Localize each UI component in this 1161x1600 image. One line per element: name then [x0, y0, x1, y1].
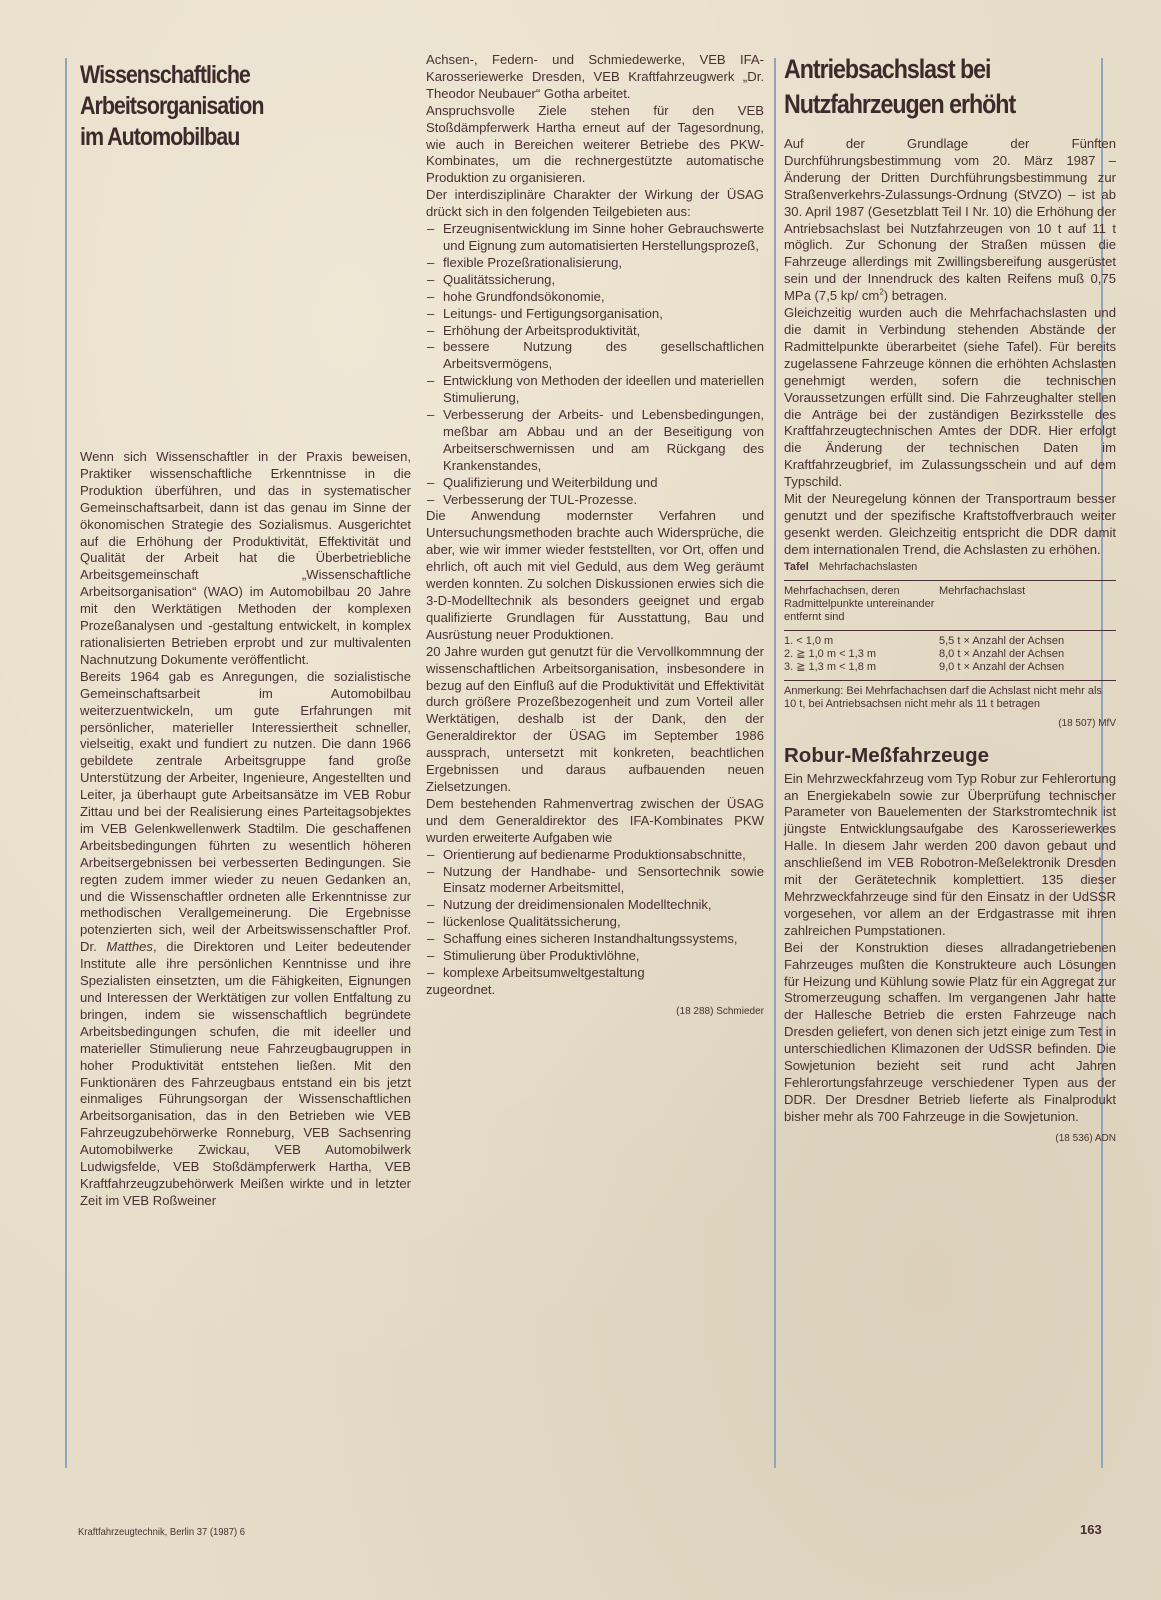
table-row: [784, 635, 1116, 648]
list-item: – komplexe Arbeitsumweltgestaltung: [426, 965, 764, 982]
list-item: – Erzeugnisentwicklung im Sinne hoher Gebrauchswerte und Eignung zum automatisierten Herstellungsprozeß,: [426, 221, 764, 255]
list-item: – Verbesserung der TUL-Prozesse.: [426, 492, 764, 509]
list-item: – Leitungs- und Fertigungsorganisation,: [426, 306, 764, 323]
text: Bereits 1964 gab es Anregungen, die sozialistische Gemeinschaftsarbeit im Automobilbau weiterzuentwickeln, um gute Erfahrungen mit persönlicher, materieller Interessiertheit schneller, vielseitig, exakt und fundiert zu nutzen. Die dann 1966 gebildete zentrale Arbeitsgruppe fand große Unterstützung der Arbeiter, Ingenieure, Angestellten und Leiter, ja überhaupt gute Arbeitsansätze im VEB Robur Zittau und bei der Realisierung eines Parteitagsobjektes im VEB Gelenkwellenwerk Stadtilm. Die geschaffenen Arbeitsbedingungen führten zu wesentlich höheren Arbeitsergebnissen bei verbesserten Bedingungen. Sie regten zudem immer wieder zu neuen Gedanken an, und die Wissenschaftler ordneten alle Erkenntnisse zur methodischen Verallgemeinerung. Die Ergebnisse potenzierten sich, weil der Arbeitswissenschaftler Prof. Dr.: [80, 668, 411, 955]
paragraph: Wenn sich Wissenschaftler in der Praxis beweisen, Praktiker wissenschaftliche Erkenntnisse in die Produktion überführen, und das in systematischer Gemeinschaftsarbeit, dann ist das genau im Sinne der ökonomischen Strategie des Sozialismus. Ausgerichtet auf die Erhöhung der Produktivität, Effektivität und Qualität der Arbeit hat die Überbetriebliche Arbeitsgemeinschaft „Wissenschaftliche Arbeitsorganisation“ (WAO) im Automobilbau 20 Jahre mit den Werktätigen Methoden der komplexen Prozeßanalysen und -gestaltung entwickelt, in komplex rationalisierten Betrieben erprobt und zur multivalenten Nachnutzung Dokumente veröffentlicht.: [80, 449, 411, 667]
paragraph: 20 Jahre wurden gut genutzt für die Vervollkommnung der wissenschaftlichen Arbeitsorganisation, insbesondere in bezug auf den Einfluß auf die Produktivität und Effektivität durch größere Prozeßbezogenheit und zum Vorteil aller Werktätigen, deshalb ist der Dank, den der Generaldirektor der ÜSAG im September 1986 aussprach, untersetzt mit konkreten, beachtlichen Ergebnissen und daraus aufbauenden neuen Zielsetzungen.: [426, 643, 764, 794]
list-item: – Nutzung der Handhabe- und Sensortechnik sowie Einsatz moderner Arbeitsmittel,: [426, 864, 764, 898]
table-header-cell: Mehrfachachslast: [939, 584, 1026, 597]
list-item: – hohe Grundfondsökonomie,: [426, 289, 764, 306]
list-item: – bessere Nutzung des gesellschaftlichen Arbeitsvermögens,: [426, 339, 764, 373]
column-rule-left: [65, 58, 67, 1468]
title-line: Arbeitsorganisation: [80, 92, 264, 120]
table-rule: [784, 630, 1116, 631]
paragraph: Achsen-, Federn- und Schmiedewerke, VEB IFA-Karosseriewerke Dresden, VEB Kraftfahrzeugwerk „Dr. Theodor Neubauer“ Gotha arbeitet.: [426, 52, 764, 101]
column-rule-middle: [774, 58, 776, 1468]
article-wao-column-1: [80, 60, 411, 1210]
table-row: [784, 648, 1116, 661]
dash-list-tasks: [426, 847, 764, 982]
list-item: – Qualifizierung und Weiterbildung und: [426, 475, 764, 492]
article-robur-title: Robur-Meßfahrzeuge: [784, 743, 989, 767]
paragraph: Anspruchsvolle Ziele stehen für den VEB Stoßdämpferwerk Hartha erneut auf der Tagesordnung, wie auch in Bereichen weiterer Betriebe des PKW-Kombinates, um die rechnergestützte automatische Produktion zu organisieren.: [426, 102, 764, 186]
table-cell: 2. ≧ 1,0 m < 1,3 m: [784, 647, 877, 660]
list-item: – Qualitätssicherung,: [426, 272, 764, 289]
article-robur-signature: (18 536) ADN: [1055, 1132, 1116, 1144]
paragraph: Ein Mehrzweckfahrzeug vom Typ Robur zur Fehlerortung an Energiekabeln sowie zur Überprüfung technischer Parameter von Bauelementen der Starkstromtechnik ist jüngste Entwicklungsaufgabe des Karosseriewerkes Halle. In diesem Jahr werden 200 davon gebaut und anschließend im VEB Robotron-Meßelektronik Dresden mit der Gerätetechnik komplettiert. 135 dieser Mehrzweckfahrzeuge sind für den Einsatz in der UdSSR vorgesehen, vor allem an der Erdgastrasse mit ihren zahlreichen Pumpstationen.: [784, 770, 1116, 938]
article-wao-signature: (18 288) Schmieder: [676, 1005, 764, 1017]
list-item: – Verbesserung der Arbeits- und Lebensbedingungen, meßbar am Abbau und an der Beseitigung von Arbeitserschwernissen und am Rückgang des Krankenstandes,: [426, 407, 764, 475]
table-caption: [784, 561, 1116, 574]
table-cell: 9,0 t × Anzahl der Achsen: [939, 660, 1065, 673]
paragraph: [80, 669, 411, 1210]
table-header-cell: Mehrfachachsen, deren Radmittelpunkte untereinander entfernt sind: [784, 584, 935, 623]
list-item: – Orientierung auf bedienarme Produktionsabschnitte,: [426, 847, 764, 864]
title-line: im Automobilbau: [80, 123, 240, 151]
text: Auf der Grundlage der Fünften Durchführungsbestimmung vom 20. März 1987 – Änderung der Dritten Durchführungsbestimmung zur Straßenverkehrs-Zulassungs-Ordnung (StVZO) – ist ab 30. April 1987 (Gesetzblatt Teil I Nr. 10) die Erhöhung der Antriebsachslast bei Nutzfahrzeugen von 10 t auf 11 t möglich. Zur Schonung der Straßen müssen die Fahrzeuge allerdings mit Zwillingsbereifung ausgerüstet sein und der Innendruck des kalten Reifens muß 0,75 MPa (7,5 kp/: [784, 136, 1116, 304]
journal-citation: Kraftfahrzeugtechnik, Berlin 37 (1987) 6: [78, 1526, 246, 1538]
paragraph: Gleichzeitig wurden auch die Mehrfachachslasten und die damit in Verbindung stehenden Abstände der Radmittelpunkte überarbeitet (siehe Tafel). Für bereits zugelassene Fahrzeuge können die erhöhten Achslasten genehmigt werden, sofern die technischen Voraussetzungen erfüllt sind. Die Fahrzeughalter stellen die Anträge bei der zuständigen Bezirksstelle des Kraftfahrzeugtechnischen Amtes der DDR. Hier erfolgt die Änderung der technischen Daten im Kraftfahrzeugbrief, im Zulassungsschein und auf dem Typschild.: [784, 305, 1116, 490]
paragraph: Mit der Neuregelung können der Transportraum besser genutzt und der spezifische Kraftstoffverbrauch weiter gesenkt werden. Gleichzeitig entspricht die DDR damit dem internationalen Trend, die Achslasten zu erhöhen.: [784, 491, 1116, 557]
list-item: – Erhöhung der Arbeitsproduktivität,: [426, 323, 764, 340]
list-item: – flexible Prozeßrationalisierung,: [426, 255, 764, 272]
list-item: – Entwicklung von Methoden der ideellen und materiellen Stimulierung,: [426, 373, 764, 407]
paragraph: Dem bestehenden Rahmenvertrag zwischen der ÜSAG und dem Generaldirektor des IFA-Kombinates PKW wurden erweiterte Aufgaben wie: [426, 795, 764, 845]
table-cell: 5,5 t × Anzahl der Achsen: [939, 634, 1065, 647]
table-title: Mehrfachachslasten: [818, 560, 918, 573]
article-axle-load-column: [784, 52, 1116, 1146]
list-item: – lückenlose Qualitätssicherung,: [426, 914, 764, 931]
table-rule: [784, 580, 1116, 581]
table-row: [784, 661, 1116, 674]
axle-load-table: [784, 561, 1116, 711]
paragraph: Bei der Konstruktion dieses allradangetriebenen Fahrzeuges mußten die Konstrukteure auch Lösungen für Heizung und Kühlung sowie Platz für ein Aggregat zur Stromerzeugung schaffen. Im vergangenen Jahr hatte der Hallesche Betrieb die ersten Fahrzeuge nach Dresden geliefert, von denen sich jetzt einige zum Test in unterschiedlichen Klimazonen der UdSSR befinden. Die Sowjetunion bezieht seit rund acht Jahren Fehlerortungsfahrzeuge verschiedener Typen aus der DDR. Der Dresdner Betrieb lieferte als Finalprodukt bisher mehr als 700 Fahrzeuge in die Sowjetunion.: [784, 939, 1116, 1124]
table-note: Anmerkung: Bei Mehrfachachsen darf die Achslast nicht mehr als 10 t, bei Antriebsachsen nicht mehr als 11 t betragen: [784, 684, 1102, 710]
title-line: Wissenschaftliche: [80, 61, 250, 89]
list-item: – Stimulierung über Produktivlöhne,: [426, 948, 764, 965]
title-line: Antriebsachslast bei: [784, 54, 991, 84]
table-cell: 3. ≧ 1,3 m < 1,8 m: [784, 660, 877, 673]
article-wao-column-2: [426, 52, 764, 1019]
text: , die Direktoren und Leiter bedeutender Institute alle ihre persönlichen Kenntnisse und ihre Spezialisten einsetzten, um die Fähigkeiten, Eignungen und Interessen der Werktätigen zur vollen Entfaltung zu bringen, indem sie wissenschaftlich begründete Arbeitsbedingungen schufen, die mit ideeller und materieller Stimulierung neue Fahrzeugbaugruppen in hoher Produktivität entstehen ließen. Mit den Funktionären des Fahrzeugbaus entstand ein bis jetzt einmaliges Führungsorgan der Wissenschaftlichen Arbeitsorganisation, das in den Betrieben wie VEB Fahrzeugzubehörwerke Ronneburg, VEB Sachsenring Automobilwerke Zwickau, VEB Automobilwerk Ludwigsfelde, VEB Stoßdämpferwerk Hartha, VEB Kraftfahrzeugzubehörwerk Meißen wirkte und in letzter Zeit im VEB Roßweiner: [80, 939, 411, 1208]
table-rule: [784, 680, 1116, 681]
table-header-row: [784, 585, 1116, 624]
superscript: 2: [879, 287, 884, 297]
table-cell: 8,0 t × Anzahl der Achsen: [939, 647, 1065, 660]
article-axle-load-signature: (18 507) MfV: [1058, 717, 1116, 729]
paragraph: [784, 136, 1116, 305]
paragraph: Die Anwendung modernster Verfahren und Untersuchungsmethoden brachte auch Widersprüche, die aber, wie wir immer wieder feststellten, vor Ort, offen und ehrlich, oft auch mit viel Geduld, aus dem Weg geräumt werden konnten. Zu solchen Diskussionen erwies sich die 3-D-Modelltechnik als besonders geeignet und ergab qualifizierte Grundlagen für Ausstattung, Bau und Ausrüstung neuer Produktionen.: [426, 508, 764, 642]
page-number: 163: [1080, 1522, 1102, 1537]
table-label: Tafel: [784, 560, 809, 573]
list-item: – Schaffung eines sicheren Instandhaltungssystems,: [426, 931, 764, 948]
author-name: Matthes: [106, 939, 153, 955]
dash-list-subareas: [426, 221, 764, 508]
article-wao-title: [80, 60, 365, 153]
title-line: Nutzfahrzeugen erhöht: [784, 89, 1016, 119]
list-item: – Nutzung der dreidimensionalen Modelltechnik,: [426, 897, 764, 914]
paragraph: zugeordnet.: [426, 981, 496, 997]
paragraph: Der interdisziplinäre Charakter der Wirkung der ÜSAG drückt sich in den folgenden Teilgebieten aus:: [426, 187, 764, 220]
text: ) betragen.: [883, 288, 948, 304]
spacer: [80, 153, 411, 449]
article-axle-load-title: [784, 52, 1070, 122]
text: cm: [861, 288, 880, 304]
table-cell: 1. < 1,0 m: [784, 634, 834, 647]
